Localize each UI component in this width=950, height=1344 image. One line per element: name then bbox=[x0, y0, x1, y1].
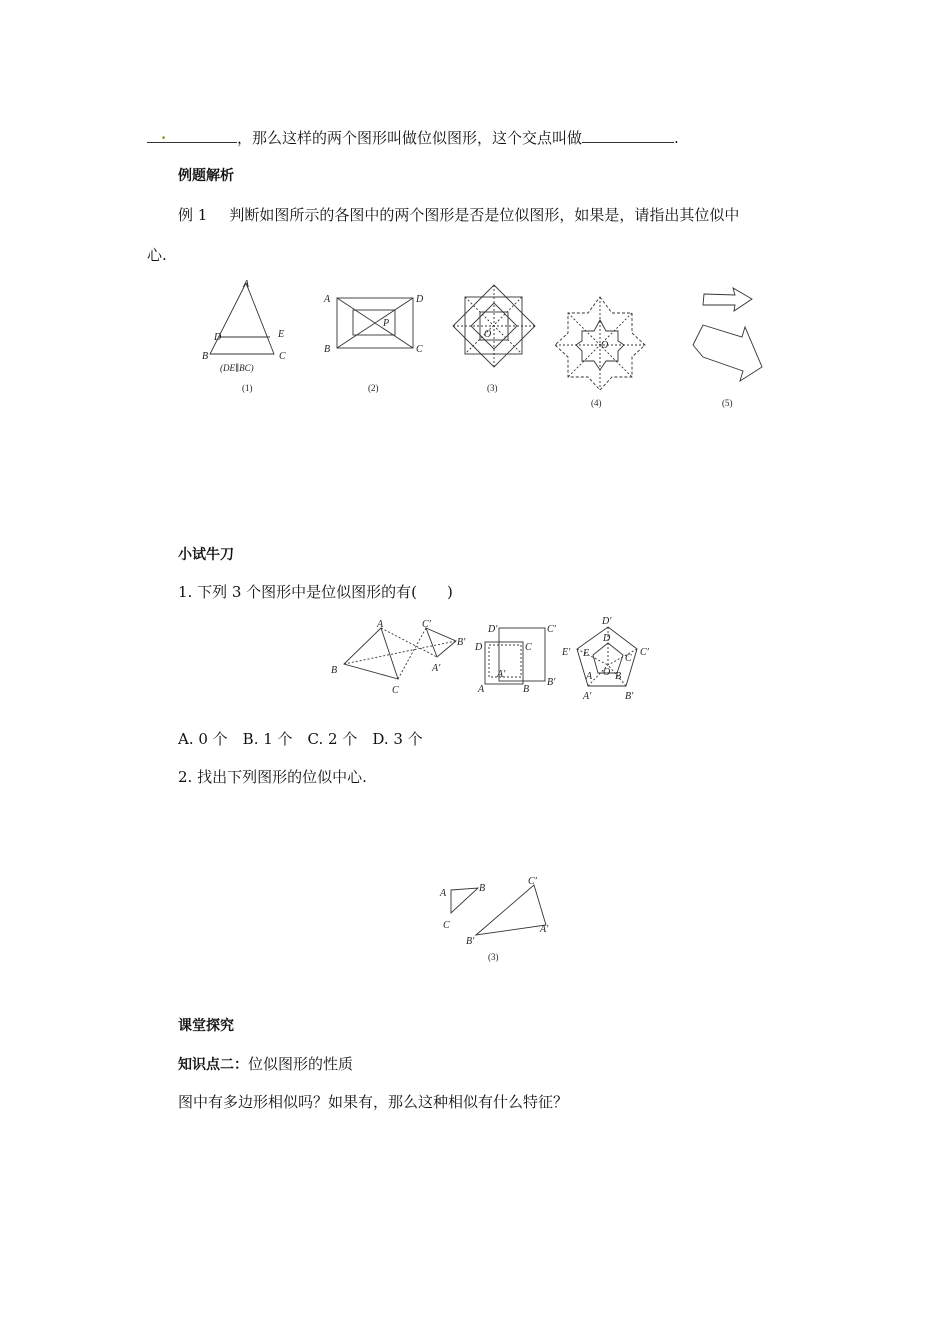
f1-label-a: A bbox=[243, 279, 250, 290]
knowledge-point-2-text: 位似图形的性质 bbox=[248, 1055, 354, 1073]
qb-label-c1: C′ bbox=[547, 624, 556, 635]
q2-label-c1: C′ bbox=[528, 876, 537, 887]
f2-label-c: C bbox=[416, 344, 423, 355]
example-1-label: 例 1 bbox=[178, 206, 208, 224]
definition-line bbox=[147, 125, 679, 148]
figure-4-star bbox=[555, 297, 645, 408]
qb-label-c: C bbox=[525, 642, 532, 653]
f2-label-a: A bbox=[324, 294, 331, 305]
qa-label-b1: B′ bbox=[457, 637, 466, 648]
qa-label-a: A bbox=[377, 619, 384, 630]
f1-label-e: E bbox=[278, 329, 285, 340]
section-title-explore: 课堂探究 bbox=[178, 1018, 234, 1034]
example-1-figures bbox=[190, 275, 780, 415]
qc-label-e1: E′ bbox=[562, 647, 571, 658]
qc-label-a1: A′ bbox=[583, 691, 592, 702]
qc-label-c: C bbox=[625, 653, 632, 664]
figure-1-triangle bbox=[202, 279, 286, 393]
example-1 bbox=[178, 205, 739, 225]
section-title-practice: 小试牛刀 bbox=[178, 547, 234, 563]
caption-4: (4) bbox=[591, 398, 602, 408]
blank-dot: . bbox=[161, 125, 167, 143]
q1-figure-b bbox=[474, 624, 557, 695]
q1-figure-a bbox=[331, 619, 466, 696]
qb-label-b1: B′ bbox=[547, 677, 556, 688]
qc-label-e: E bbox=[583, 648, 590, 659]
f1-label-b: B bbox=[202, 351, 209, 362]
caption-5: (5) bbox=[722, 398, 733, 408]
qb-label-d: D bbox=[475, 642, 483, 653]
question-2-figure bbox=[430, 870, 570, 965]
qb-label-a1: A′ bbox=[497, 669, 506, 680]
knowledge-point-2 bbox=[178, 1054, 353, 1075]
qa-label-a1: A′ bbox=[432, 663, 441, 674]
q1-figure-c bbox=[561, 616, 650, 702]
caption-1: (1) bbox=[242, 383, 253, 393]
f2-label-d: D bbox=[416, 294, 424, 305]
qb-label-d1: D′ bbox=[488, 624, 498, 635]
f2-label-p: P bbox=[383, 318, 390, 329]
f1-note: (DE∥BC) bbox=[220, 363, 254, 373]
example-1-text: 判断如图所示的各图中的两个图形是否是位似图形，如果是，请指出其位似中 bbox=[229, 206, 740, 224]
q2-label-c: C bbox=[443, 920, 450, 931]
qc-label-b1: B′ bbox=[625, 691, 634, 702]
qb-label-a: A bbox=[478, 684, 485, 695]
question-1-options: A. 0 个 B. 1 个 C. 2 个 D. 3 个 bbox=[178, 730, 423, 748]
q2-label-a1: A′ bbox=[540, 924, 549, 935]
f3-label-o: O bbox=[484, 329, 492, 340]
blank-1 bbox=[147, 125, 237, 143]
qc-label-b: B bbox=[615, 671, 622, 682]
qa-label-b: B bbox=[331, 665, 338, 676]
f2-label-b: B bbox=[324, 344, 331, 355]
question-2: 2. 找出下列图形的位似中心. bbox=[178, 768, 367, 786]
example-1-cont: 心. bbox=[147, 246, 167, 264]
qa-label-c1: C′ bbox=[422, 619, 431, 630]
blank-2 bbox=[582, 128, 674, 143]
q2-label-b: B bbox=[479, 883, 486, 894]
q2-caption: (3) bbox=[488, 952, 499, 962]
qc-label-o: O bbox=[603, 667, 611, 678]
qc-label-c1: C′ bbox=[640, 647, 649, 658]
qc-label-d1: D′ bbox=[602, 616, 612, 627]
qa-label-c: C bbox=[392, 685, 399, 696]
figure-2-rectangles bbox=[323, 294, 424, 393]
q2-label-a: A bbox=[440, 888, 447, 899]
caption-2: (2) bbox=[368, 383, 379, 393]
definition-end: . bbox=[674, 129, 679, 147]
question-1: 1. 下列 3 个图形中是位似图形的有( ) bbox=[178, 583, 453, 601]
definition-text: ，那么这样的两个图形叫做位似图形，这个交点叫做 bbox=[237, 129, 583, 147]
section-title-examples: 例题解析 bbox=[178, 168, 234, 184]
qb-label-b: B bbox=[523, 684, 530, 695]
figure-5-arrows bbox=[693, 288, 762, 408]
qc-label-a: A bbox=[586, 671, 593, 682]
explore-question: 图中有多边形相似吗？如果有，那么这种相似有什么特征？ bbox=[178, 1093, 569, 1111]
caption-3: (3) bbox=[487, 383, 498, 393]
f4-label-o: O bbox=[601, 340, 609, 351]
q2-label-b1: B′ bbox=[466, 936, 475, 947]
knowledge-point-2-label: 知识点二： bbox=[178, 1057, 248, 1073]
f1-label-c: C bbox=[279, 351, 286, 362]
qc-label-d: D bbox=[603, 633, 611, 644]
question-1-figures bbox=[325, 615, 685, 710]
figure-3-squares bbox=[453, 285, 535, 393]
f1-label-d: D bbox=[214, 332, 222, 343]
